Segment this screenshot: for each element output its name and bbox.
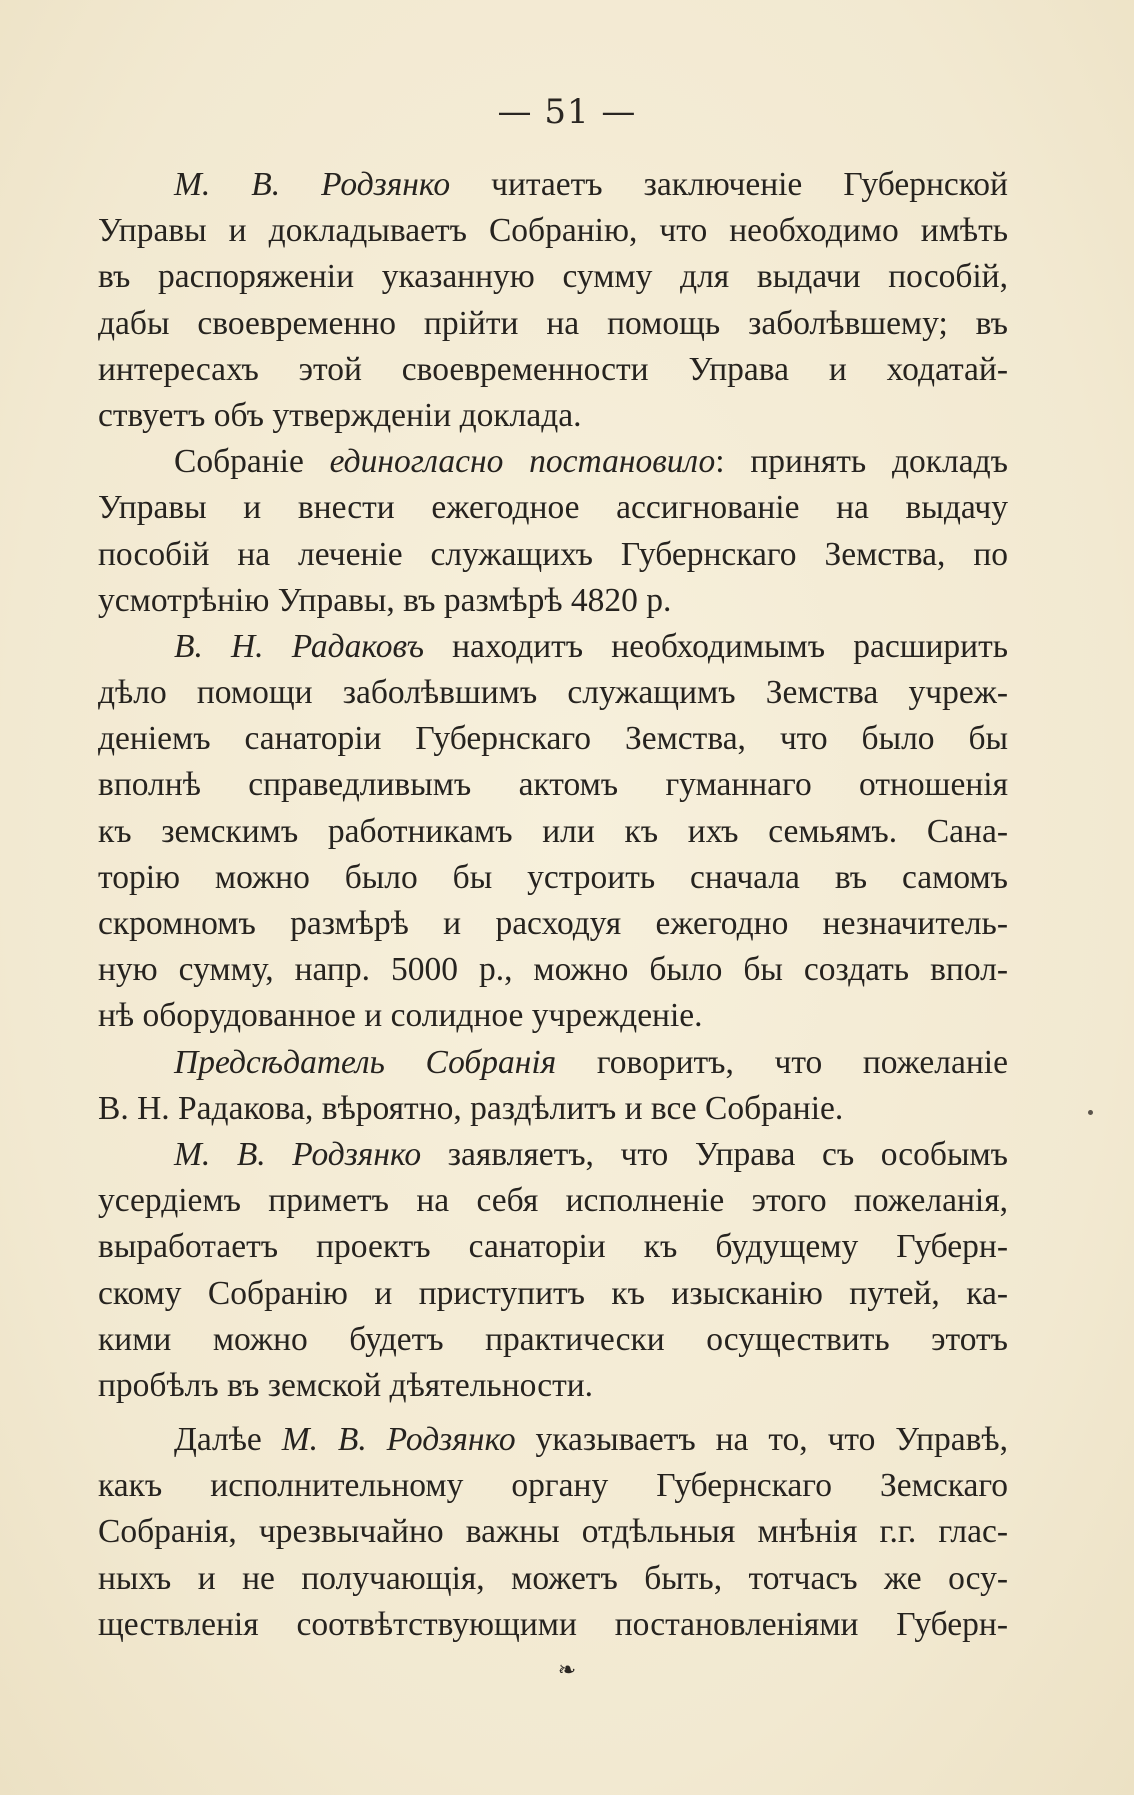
text-line [98,1363,1008,1409]
text-run: пробѣлъ въ земской дѣятельности. [98,1366,594,1404]
text-line [98,809,1008,855]
text-run: выработаетъ проектъ санаторіи къ будущему Губерн- [98,1228,1008,1266]
text-run: интересахъ этой своевременности Управа и ходатай- [98,350,1008,388]
text-run: пособій на леченіе служащихъ Губернскаго Земства, по [98,535,1008,573]
text-run: Управы и внести ежегодное ассигнованіе на выдачу [98,489,1008,527]
text-run: къ земскимъ работникамъ или къ ихъ семьямъ. Сана- [98,812,1008,850]
text-line [98,1271,1008,1317]
text-line [98,670,1008,716]
text-line [98,947,1008,993]
text-run: Собраніе [174,443,330,481]
text-line [98,485,1008,531]
text-run: заявляетъ, что Управа съ особымъ [421,1135,1008,1173]
text-line [98,993,1008,1039]
print-speck [1088,1110,1093,1115]
text-run: деніемъ санаторіи Губернскаго Земства, что было бы [98,720,1008,758]
text-line [98,301,1008,347]
text-run: торію можно было бы устроить сначала въ самомъ [98,858,1008,896]
text-run: Далѣе [174,1421,282,1459]
page-number: — 51 — [497,92,637,132]
text-run: : принять докладъ [715,443,1008,481]
text-run: въ распоряженіи указанную сумму для выдачи пособій, [98,258,1008,296]
text-run: Управы и докладываетъ Собранію, что необходимо имѣть [98,212,1008,250]
text-line [98,208,1008,254]
italic-name: В. Н. Радаковъ [174,627,424,665]
text-line [98,1417,1008,1463]
text-line [98,624,1008,670]
text-line [98,901,1008,947]
text-run: кими можно будетъ практически осуществить этотъ [98,1320,1008,1358]
text-run: Собранія, чрезвычайно важны отдѣльныя мнѣнія г.г. глас- [98,1513,1008,1551]
text-run: указываетъ на то, что Управѣ, [515,1421,1008,1459]
italic-name: М. В. Родзянко [174,1135,422,1173]
text-line [98,1132,1008,1178]
text-run: нѣ оборудованное и солидное учрежденіе. [98,997,703,1035]
text-run: В. Н. Радакова, вѣроятно, раздѣлитъ и все Собраніе. [98,1089,844,1127]
text-line [98,532,1008,578]
text-run: какъ исполнительному органу Губернскаго Земскаго [98,1467,1008,1505]
fleuron-icon: ❧ [557,1658,577,1683]
text-line [98,1463,1008,1509]
text-run: ствуетъ объ утвержденіи доклада. [98,396,582,434]
text-run: вполнѣ справедливымъ актомъ гуманнаго отношенія [98,766,1008,804]
italic-name: М. В. Родзянко [281,1421,516,1459]
text-run: усердіемъ приметъ на себя исполненіе этого пожеланія, [98,1182,1008,1220]
text-line [98,162,1008,208]
text-run: ществленія соотвѣтствующими постановленіями Губерн- [98,1605,1008,1643]
text-run: скромномъ размѣрѣ и расходуя ежегодно незначитель- [98,905,1008,942]
text-line [98,347,1008,393]
text-run: усмотрѣнію Управы, въ размѣрѣ 4820 р. [98,581,672,619]
text-line [98,1178,1008,1224]
italic-name: единогласно постановило [329,443,716,481]
text-run: читаетъ заключеніе Губернской [450,166,1008,203]
text-run: говоритъ, что пожеланіе [556,1043,1008,1081]
text-run: дабы своевременно прійти на помощь заболѣвшему; въ [98,304,1008,342]
text-line [98,439,1008,485]
text-line [98,1317,1008,1363]
italic-name: М. В. Родзянко [174,166,451,203]
text-run: ную сумму, напр. 5000 р., можно было бы создать впол- [98,951,1008,989]
text-line [98,855,1008,901]
text-run: дѣло помощи заболѣвшимъ служащимъ Земства учреж- [98,674,1008,712]
italic-name: Предсѣдатель Собранія [174,1043,557,1081]
text-line [98,1602,1008,1648]
text-line [98,1040,1008,1086]
text-line [98,1556,1008,1602]
text-line [98,1509,1008,1555]
text-run: находитъ необходимымъ расширить [423,627,1009,665]
text-run: ныхъ и не получающія, можетъ быть, тотчасъ же осу- [98,1559,1008,1597]
text-line [98,716,1008,762]
text-line [98,393,1008,439]
text-line [98,1224,1008,1270]
text-line [98,254,1008,300]
text-line [98,578,1008,624]
text-line [98,1086,1008,1132]
text-line [98,762,1008,808]
text-run: скому Собранію и приступитъ къ изысканію путей, ка- [98,1274,1008,1312]
body-text [98,162,1008,1648]
